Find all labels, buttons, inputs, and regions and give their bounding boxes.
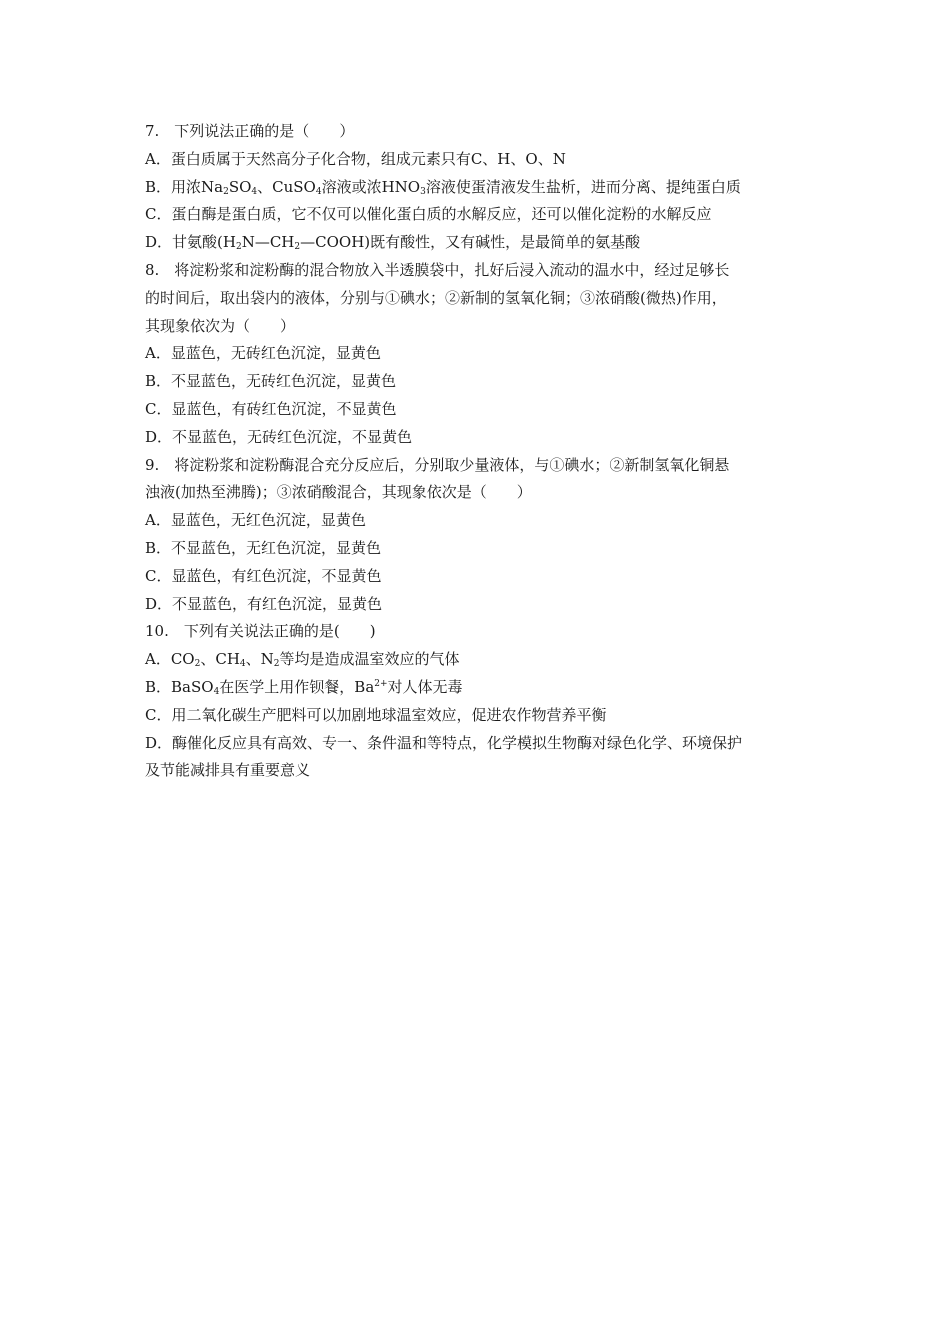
question-8	[145, 257, 815, 452]
question-10-option-a: A．$CO_2$、$CH_4$、$N_2$等均是造成温室效应的气体	[145, 650, 460, 670]
question-7-option-d: D．甘氨酸$(H_2N—CH_2—COOH)$既有酸性，又有碱性，是最简单的氨基酸	[145, 233, 641, 253]
question-7-option-b: B．用浓$Na_2SO_4$、CuSO$_4$溶液或浓$HNO_3$溶液使蛋清液发生盐析，进而分离、提纯蛋白质	[145, 177, 741, 197]
question-8-option-c: C．显蓝色，有砖红色沉淀，不显黄色	[145, 399, 397, 418]
question-9-option-a: A．显蓝色，无红色沉淀，显黄色	[145, 511, 366, 530]
question-9-option-d: D．不显蓝色，有红色沉淀，显黄色	[145, 594, 383, 613]
question-7	[145, 118, 815, 257]
question-8-option-d: D．不显蓝色，无砖红色沉淀，不显黄色	[145, 427, 413, 446]
question-8-option-b: B．不显蓝色，无砖红色沉淀，显黄色	[145, 372, 397, 391]
question-9	[145, 452, 815, 619]
question-10-option-b: B．BaSO$_4$在医学上用作钡餐，$Ba^{2+}$对人体无毒	[145, 677, 463, 697]
question-8-option-a: A．显蓝色，无砖红色沉淀，显黄色	[145, 344, 381, 363]
question-10	[145, 618, 815, 785]
document-page	[145, 118, 815, 785]
question-10-option-c: C．用二氧化碳生产肥料可以加剧地球温室效应，促进农作物营养平衡	[145, 705, 607, 724]
question-10-option-d-line-2: 及节能减排具有重要意义	[145, 761, 311, 780]
question-9-option-b: B．不显蓝色，无红色沉淀，显黄色	[145, 538, 382, 557]
question-9-option-c: C．显蓝色，有红色沉淀，不显黄色	[145, 566, 382, 585]
question-8-stem-line-3: 其现象依次为（ ）	[145, 316, 296, 335]
question-8-stem-line-1: 8. 将淀粉浆和淀粉酶的混合物放入半透膜袋中，扎好后浸入流动的温水中，经过足够长	[145, 260, 730, 279]
question-9-stem-line-1: 9. 将淀粉浆和淀粉酶混合充分反应后，分别取少量液体，与①碘水；②新制氢氧化铜悬	[145, 455, 730, 474]
question-7-option-c: C．蛋白酶是蛋白质，它不仅可以催化蛋白质的水解反应，还可以催化淀粉的水解反应	[145, 205, 712, 224]
question-7-option-a: A．蛋白质属于天然高分子化合物，组成元素只有C、H、O、N	[145, 149, 566, 168]
question-7-stem: 7. 下列说法正确的是（ ）	[145, 122, 355, 140]
question-8-stem-line-2: 的时间后，取出袋内的液体，分别与①碘水；②新制的氢氧化铜；③浓硝酸(微热)作用，	[145, 288, 727, 307]
question-10-option-d-line-1: D．酶催化反应具有高效、专一、条件温和等特点，化学模拟生物酶对绿色化学、环境保护	[145, 733, 743, 752]
question-10-stem: 10. 下列有关说法正确的是( )	[145, 622, 376, 641]
question-9-stem-line-2: 浊液(加热至沸腾)；③浓硝酸混合，其现象依次是（ ）	[145, 483, 532, 502]
